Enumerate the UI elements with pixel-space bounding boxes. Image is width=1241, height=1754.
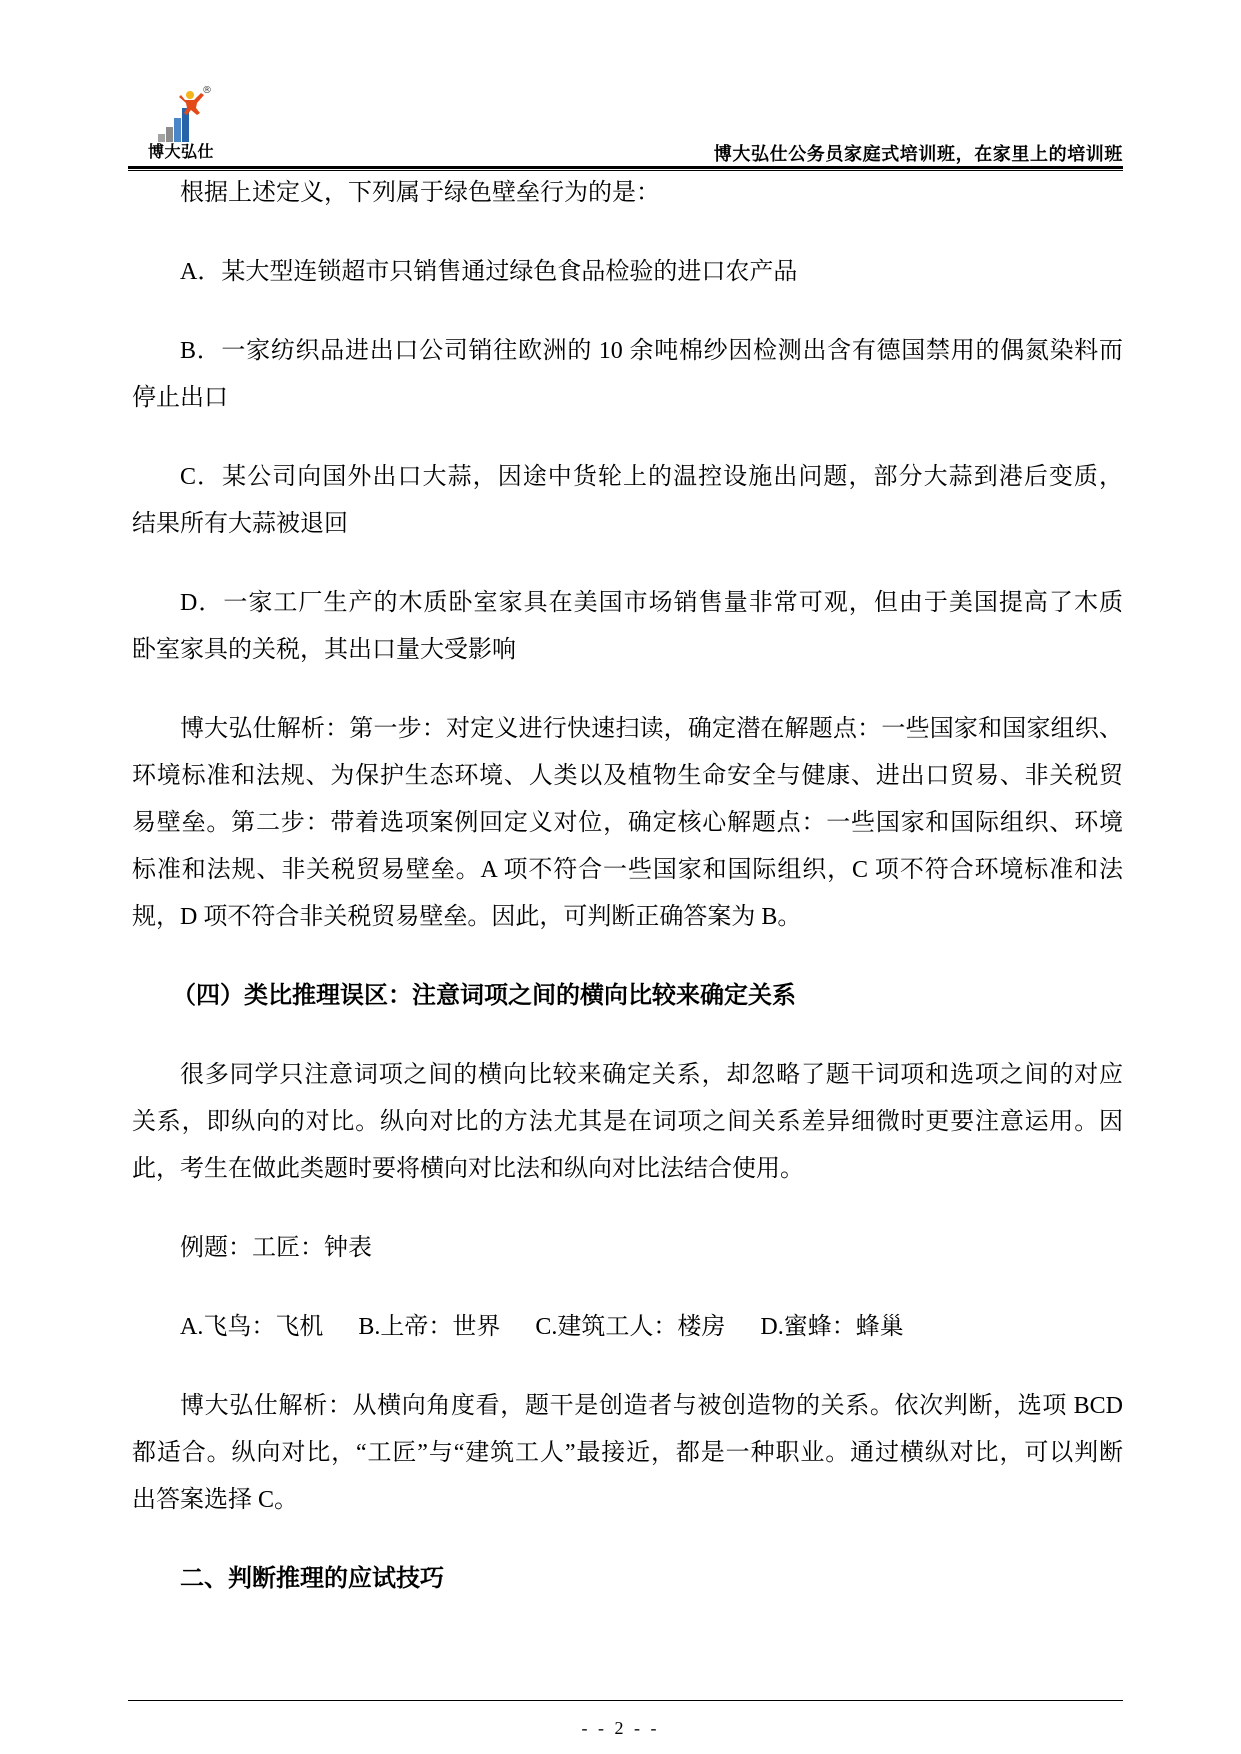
example-analysis-paragraph <box>132 1383 1123 1524</box>
analysis-line: 标准和法规、非关税贸易壁垒。A 项不符合一些国家和国际组织，C 项不符合环境标准和法 <box>132 857 1123 883</box>
example-analysis-line: 博大弘仕解析：从横向角度看，题干是创造者与被创造物的关系。依次判断，选项 BCD <box>180 1393 1123 1419</box>
example-option-b: B.上帝：世界 <box>358 1314 501 1340</box>
page-content <box>132 170 1123 1635</box>
analysis-line: 环境标准和法规、为保护生态环境、人类以及植物生命安全与健康、进出口贸易、非关税贸 <box>132 763 1123 789</box>
analysis-line: 易壁垒。第二步：带着选项案例回定义对位，确定核心解题点：一些国家和国际组织、环境 <box>132 810 1123 836</box>
analysis-line: 规，D 项不符合非关税贸易壁垒。因此，可判断正确答案为 B。 <box>132 904 802 930</box>
example-options-paragraph <box>132 1304 1123 1351</box>
option-b-paragraph <box>132 328 1123 422</box>
question-stem: 根据上述定义，下列属于绿色壁垒行为的是： <box>180 180 660 206</box>
section-four-heading-paragraph <box>132 973 1123 1020</box>
section-two-heading: 二、判断推理的应试技巧 <box>180 1566 444 1592</box>
intro-line: 很多同学只注意词项之间的横向比较来确定关系，却忽略了题干词项和选项之间的对应 <box>180 1062 1123 1088</box>
option-d-line: D．一家工厂生产的木质卧室家具在美国市场销售量非常可观，但由于美国提高了木质 <box>180 590 1123 616</box>
option-c-line: C．某公司向国外出口大蒜，因途中货轮上的温控设施出问题，部分大蒜到港后变质， <box>180 464 1123 490</box>
option-d-line: 卧室家具的关税，其出口量大受影响 <box>132 637 516 663</box>
intro-line: 此，考生在做此类题时要将横向对比法和纵向对比法结合使用。 <box>132 1156 804 1182</box>
example-option-d: D.蜜蜂：蜂巢 <box>760 1314 904 1340</box>
registered-mark: ® <box>202 85 212 96</box>
option-c-paragraph <box>132 454 1123 548</box>
option-b-line: 停止出口 <box>132 385 228 411</box>
option-c-line: 结果所有大蒜被退回 <box>132 511 348 537</box>
question-stem-paragraph <box>132 170 1123 217</box>
example-options-line <box>132 1304 1123 1351</box>
section-two-heading-paragraph <box>132 1556 1123 1603</box>
logo <box>140 84 230 164</box>
section-four-intro-paragraph <box>132 1052 1123 1193</box>
option-b-line: B．一家纺织品进出口公司销往欧洲的 10 余吨棉纱因检测出含有德国禁用的偶氮染料而 <box>180 338 1123 364</box>
example-stem: 例题：工匠：钟表 <box>180 1235 372 1261</box>
logo-text: 博大弘仕 <box>148 142 215 161</box>
header-tagline: 博大弘仕公务员家庭式培训班，在家里上的培训班 <box>713 144 1123 164</box>
option-a-line: A．某大型连锁超市只销售通过绿色食品检验的进口农产品 <box>180 259 798 285</box>
option-d-paragraph <box>132 580 1123 674</box>
example-option-a: A.飞鸟：飞机 <box>180 1314 324 1340</box>
section-four-heading: （四）类比推理误区：注意词项之间的横向比较来确定关系 <box>172 983 796 1009</box>
intro-line: 关系，即纵向的对比。纵向对比的方法尤其是在词项之间关系差异细微时更要注意运用。因 <box>132 1109 1123 1135</box>
page-number: - - 2 - - <box>581 1718 660 1738</box>
analysis-paragraph <box>132 706 1123 941</box>
footer-rule <box>128 1700 1123 1701</box>
analysis-line: 博大弘仕解析：第一步：对定义进行快速扫读，确定潜在解题点：一些国家和国家组织、 <box>180 716 1123 742</box>
example-stem-paragraph <box>132 1225 1123 1272</box>
example-analysis-line: 都适合。纵向对比，“工匠”与“建筑工人”最接近，都是一种职业。通过横纵对比，可以判断 <box>132 1440 1123 1466</box>
example-option-c: C.建筑工人：楼房 <box>535 1314 726 1340</box>
example-analysis-line: 出答案选择 C。 <box>132 1487 299 1513</box>
option-a-paragraph <box>132 249 1123 296</box>
header-rule <box>128 166 1123 169</box>
